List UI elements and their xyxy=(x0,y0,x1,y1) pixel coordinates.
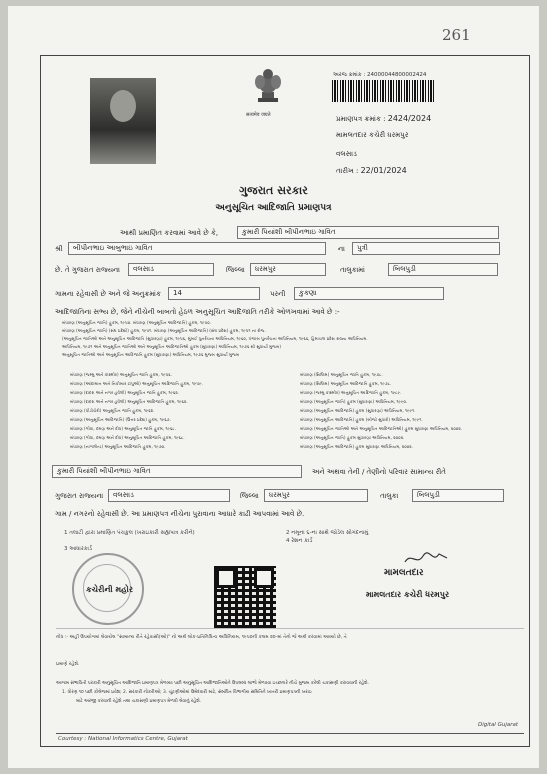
issuing-office: મામલતદાર કચેરી ધરમપુર xyxy=(336,131,409,139)
order-left-7: બંધારણ (ગોવા, દમણ અને દીવ) અનુસૂચિત જાતિ હુકમ, ૧૯૬૮. xyxy=(70,426,176,431)
barcode xyxy=(332,80,436,102)
instruction-line-3: માટે અરજી કરવાની રહેશે તથા ચકાસણી પ્રમાણપત્ર મેળવી લેવાનું રહેશે. xyxy=(76,699,202,704)
residence-taluka-label: તાલુકા xyxy=(380,492,399,500)
signatory-office: મામલતદાર કચેરી ધરમપુર xyxy=(366,590,450,599)
national-emblem-icon xyxy=(248,62,288,110)
village-prefix: ગામના રહેવાસી છે અને જે અનુક્રમાંક xyxy=(55,290,161,298)
district-label: જિલ્લા xyxy=(226,266,245,274)
instruction-line-1: આગામ સંભાવિતી પરકારી અનુસૂચિત આદિજાતિ પ્રમાણપત્ર મેળવ્યા પછી અનુસૂચિત આદિજાતિઓને ઉપલબ્ધ લાભો મેળવવા ઇચ્છનારે નીચે મુજબ કરેલી ચકાસણી કરાવવાની રહેશે. xyxy=(56,681,369,686)
order-right-9: બંધારણ (અનુસૂચિત આદિજાતિ) હુકમ સુધારણા અધિનિયમ, ૨૦૦૨. xyxy=(300,444,414,449)
applicant-name-field: કુમારી પિયાંશી બીપીનભાઇ ગાવિત xyxy=(237,226,499,239)
handwritten-number: 261 xyxy=(442,26,471,44)
tribe-suffix: આદિજાતિના સભ્ય છે, જેને નીચેની બાબતો હેઠળ અનુસૂચિત આદિજાતિ તરીકે ઓળખવામાં આવે છે :- xyxy=(55,308,340,316)
signatory-title: મામલતદાર xyxy=(384,568,424,578)
tribe-field: કુકણા xyxy=(294,287,444,300)
order-right-2: બંધારણ (સિક્કિમ) અનુસૂચિત આદિજાતિ હુકમ, ૧૯૭૮. xyxy=(300,381,392,386)
footer-brand: Digital Gujarat xyxy=(478,722,519,728)
order-line-4: અધિનિયમ, ૧૯૭૧ અને અનુસૂચિત જાતિઓ અને અનુસૂચિત આદિજાતિઓ હુકમ (સુધારણા) અધિનિયમ, ૧૯૭૬ થી સુધાર્યા મુજબ) xyxy=(62,344,282,349)
taluka-label: તાલુકામાં xyxy=(340,266,365,274)
district-field: વલસાડ xyxy=(128,263,214,276)
footer-courtesy: Courtesy : National Informatics Centre, Gujarat xyxy=(58,736,188,742)
signature-icon xyxy=(403,548,449,568)
certificate-title: ગુજરાત સરકાર xyxy=(239,184,308,197)
evidence-item-4: 4 રેશન કાર્ડ xyxy=(286,538,313,544)
residence-name-suffix: અને અથવા તેની / તેણીનો પરિવાર સામાન્ય રીતે xyxy=(312,468,446,476)
residence-village-suffix: ગામ / નગરનો રહેવાસી છે. આ પ્રમાણપત્ર નીચેના પુરાવાના આધારે કાઢી આપવામાં આવે છે. xyxy=(55,510,305,518)
order-line-3: (અનુસૂચિત જાતિઓ અને અનુસૂચિત આદિજાતિ (સુધારણા) હુકમ, ૧૯૫૬, મુંબઈ પુનર્રચના અધિનિયમ, ૧૯૬૦, પંજાબ પુનર્રચના અધિનિયમ, ૧૯૬૬, હિમાચલ પ્રદેશ રાજ્ય અધિનિયમ. xyxy=(62,336,368,341)
father-name-field: બીપીનભાઇ આબુભાઇ ગાવિત xyxy=(68,242,326,255)
order-left-2: બંધારણ (આંદામાન અને નિકોબાર ટાપુઓ) અનુસૂચિત આદિજાતિ હુકમ, ૧૯૫૯. xyxy=(70,381,203,386)
order-left-9: બંધારણ (નાગાલેન્ડ) અનુસૂચિત આદિજાતિ હુકમ, ૧૯૭૦. xyxy=(70,444,166,449)
relation-label: ના xyxy=(338,245,345,253)
evidence-item-3: 3 આધારકાર્ડ xyxy=(64,546,92,552)
residence-state-prefix: ગુજરાત રાજ્યના xyxy=(55,492,104,500)
order-line-5: અનુસૂચિત જાતિઓ અને અનુસૂચિત આદિજાતિ હુકમ (સુધારણા) અધિનિયમ, ૧૯૭૬ મુજબ સુધાર્યા મુજબ xyxy=(62,352,240,357)
residence-name-field: કુમારી પિયાંશી બીપીનભાઇ ગાવિત xyxy=(52,465,302,478)
taluka-field: ધરમપુર xyxy=(250,263,326,276)
certificate-number-label: પ્રમાણપત્ર ક્રમાંક : xyxy=(336,115,386,123)
tribe-label: પરની xyxy=(270,290,286,298)
father-prefix: શ્રી xyxy=(55,245,63,253)
note-text: નોંધ :- અહીં ઉપયોગમાં લેવાયેલ "સામાન્ય રીતે રહેવાસી(ઓ)" નો અર્થ લોક-પ્રતિનિધિત્વ અધિનિયમ, ૧૯૫૦ની કલમ ૨૦-માં તેનો જે અર્થ કરવામાં આવ્યો છે, તે xyxy=(56,635,347,640)
residence-district-field: વલસાડ xyxy=(108,489,230,502)
order-left-5: બંધારણ (પોંડીચેરી) અનુસૂચિત જાતિ હુકમ, ૧૯૬૪. xyxy=(70,408,155,413)
state-prefix: છે. તે ગુજરાત રાજ્યના xyxy=(55,266,120,274)
order-left-4: બંધારણ (દાદરા અને નગર હવેલી) અનુસૂચિત આદિજાતિ હુકમ, ૧૯૬૨. xyxy=(70,399,188,404)
issue-date-label: તારીખ : xyxy=(336,167,359,175)
order-line-1: બંધારણ (અનુસૂચિત જાતિ) હુકમ, ૧૯૫૦. બંધારણ (અનુસૂચિત આદિજાતિ) હુકમ, ૧૯૫૦. xyxy=(62,320,212,325)
certificate-number: 2424/2024 xyxy=(387,114,432,123)
village-field: બિલપુડી xyxy=(388,263,498,276)
evidence-item-2: 2 નમૂના ૬-ના સાથે જોડેલ સોગંદનામું xyxy=(286,530,369,536)
note-text-cont: પ્રમાણે રહેશે. xyxy=(56,662,80,667)
relation-field: પુત્રી xyxy=(352,242,500,255)
residence-village-field: બિલપુડી xyxy=(412,489,504,502)
serial-number-field: 14 xyxy=(168,287,260,300)
footer-rule xyxy=(56,733,524,734)
certify-lead: આથી પ્રમાણિત કરવામાં આવે છે કે, xyxy=(120,229,219,237)
issue-date-row xyxy=(336,166,407,176)
certificate-number-row xyxy=(336,114,431,124)
order-right-8: બંધારણ (અનુસૂચિત જાતિ) હુકમ સુધારણા અધિનિયમ, ૨૦૦૨. xyxy=(300,435,405,440)
certificate-subtitle: અનુસૂચિત આદિજાતિ પ્રમાણપત્ર xyxy=(215,203,332,213)
evidence-item-1: 1 તલાટી દ્વારા પ્રમાણિત પંચકુલ (ખરાઇકારી સહ્યપાત્ર કરીને) xyxy=(64,530,195,536)
order-line-2: બંધારણ (અનુસૂચિત જાતિ) (સંઘ પ્રદેશો) હુકમ, ૧૯૫૧. બંધારણ (અનુસૂચિત આદિજાતિ) (સંઘ પ્રદેશ) હુકમ, ૧૯૫૧ ના રોજ. xyxy=(62,328,266,333)
residence-taluka-field: ધરમપુર xyxy=(264,489,368,502)
order-right-7: બંધારણ (અનુસૂચિત જાતિઓ અને અનુસૂચિત આદિજાતિઓ) હુકમ સુધારણા અધિનિયમ, ૨૦૦૨. xyxy=(300,426,463,431)
divider xyxy=(56,628,524,629)
qr-code xyxy=(214,566,276,628)
order-right-6: બંધારણ (અનુસૂચિત આદિજાતિ) હુકમ (બીજો સુધારો) અધિનિયમ, ૧૯૯૧. xyxy=(300,417,423,422)
order-right-4: બંધારણ (અનુસૂચિત જાતિ) હુકમ (સુધારણા) અધિનિયમ, ૧૯૯૦. xyxy=(300,399,408,404)
order-left-6: બંધારણ (અનુસૂચિત આદિજાતિ) (ઉત્તર પ્રદેશ) હુકમ, ૧૯૬૭. xyxy=(70,417,171,422)
order-right-3: બંધારણ (જમ્મુ કાશ્મીર) અનુસૂચિત આદિજાતિ હુકમ, ૧૯૮૯. xyxy=(300,390,402,395)
seal-text: કચેરીની મહોર xyxy=(86,585,133,594)
issue-date: 22/01/2024 xyxy=(360,166,407,175)
issuing-district: વલસાડ xyxy=(336,150,357,158)
order-left-1: બંધારણ (જમ્મુ અને કાશ્મીર) અનુસૂચિત જાતિ હુકમ, ૧૯૫૬. xyxy=(70,372,172,377)
application-number: અરજ ક્રમાંક : 24000044800002424 xyxy=(333,72,427,78)
residence-district-label: જિલ્લા xyxy=(240,492,259,500)
order-left-3: બંધારણ (દાદરા અને નગર હવેલી) અનુસૂચિત જાતિ હુકમ, ૧૯૬૨. xyxy=(70,390,180,395)
order-left-8: બંધારણ (ગોવા, દમણ અને દીવ) અનુસૂચિત આદિજાતિ હુકમ, ૧૯૬૮. xyxy=(70,435,185,440)
instruction-line-2: 1. ધોરણ ૧૦ પછી કોલેજમાં પ્રવેશ; 2. સરકારી નોકરીઓ; 3. ચૂંટણીઓમાં ઉમેદવારી માટે, સંબંધિત વિભાગીય સમિતિને ખાતરી પ્રમાણપત્રની ખરાઇ xyxy=(62,690,312,695)
order-right-5: બંધારણ (અનુસૂચિત આદિજાતિ) હુકમ (સુધારણા) અધિનિયમ, ૧૯૯૧. xyxy=(300,408,416,413)
applicant-photo xyxy=(90,78,156,164)
emblem-caption: सत्यमेव जयते xyxy=(246,112,271,118)
order-right-1: બંધારણ (સિક્કિમ) અનુસૂચિત જાતિ હુકમ, ૧૯૭૮. xyxy=(300,372,383,377)
